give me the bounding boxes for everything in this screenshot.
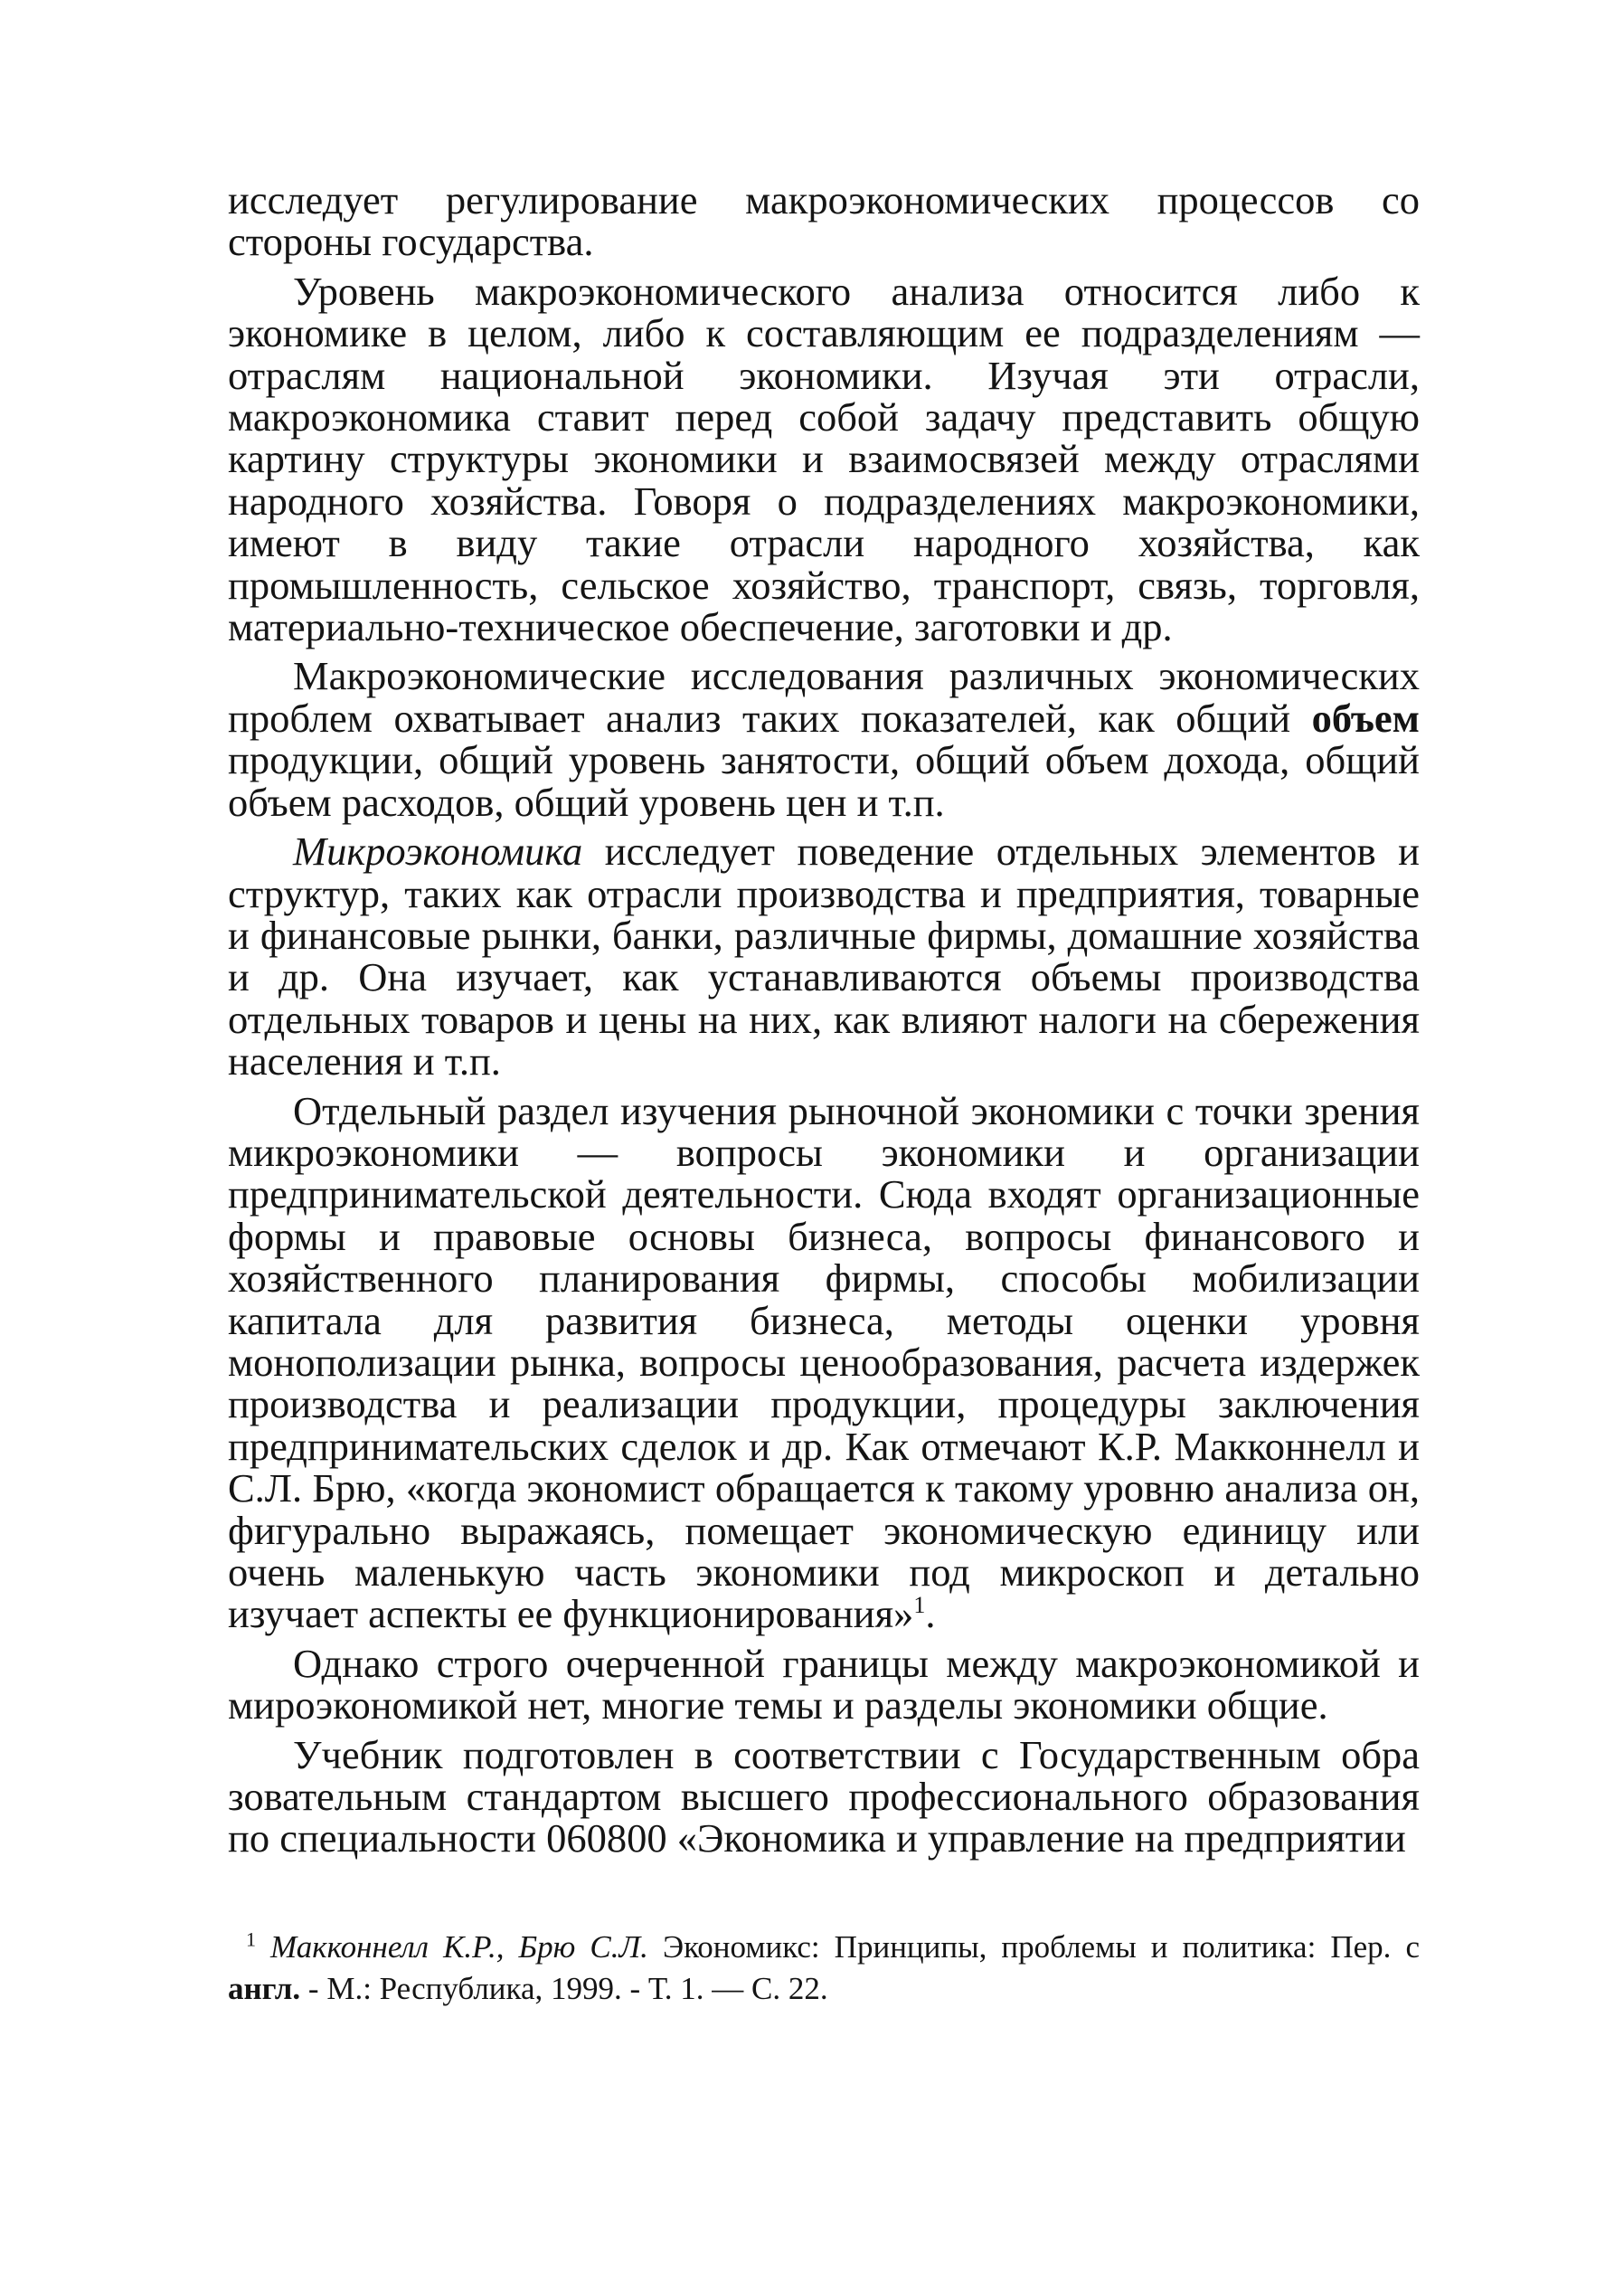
- bold-term: объем: [1311, 695, 1420, 741]
- paragraph-boundary: [228, 1640, 1420, 1728]
- paragraph-text: исследует регулирование макроэкономических процессов со стороны государства.: [228, 177, 1420, 265]
- paragraph-text: Отдельный раздел изучения рыночной экономики с точки зрения микроэкономики — вопросы экономики и организации предпринимательской деятельности. Сюда входят организационные формы и правовые основы бизнеса, вопросы финансового и хозяйственного планирования фирмы, способы мобилизации капитала для развития бизнеса, методы оценки уровня монополизации рынка, вопросы ценообразования, расчета издержек производства и реализации продукции, процедуры заключения предпринимательских сделок и др. Как отмечают К.Р. Макконнелл и С.Л. Брю, «когда экономист обращается к такому уровню анализа он, фигурально выражаясь, помещает экономическую единицу или очень маленькую часть экономики под микроскоп и детально изучает аспекты ее функционирования»: [228, 1087, 1420, 1637]
- footnote-text: Экономикс: Принципы, проблемы и политика: Пер. с: [647, 1929, 1420, 1965]
- footnote-text: - М.: Республика, 1999. - Т. 1. — С. 22.: [300, 1971, 828, 2006]
- footnote: [228, 1927, 1420, 2010]
- paragraph-textbook: [228, 1731, 1420, 1861]
- paragraph-text: Макроэкономические исследования различных экономических проблем охватывает анализ таких показателей, как общий: [228, 653, 1420, 741]
- italic-term: Микроэкономика: [293, 829, 583, 875]
- paragraph-entrepreneurship: [228, 1087, 1420, 1637]
- footnote-reference[interactable]: 1: [913, 1592, 926, 1619]
- paragraph-text: продукции, общий уровень занятости, общий объем дохода, общий объем расходов, общий уровень цен и т.п.: [228, 737, 1420, 825]
- paragraph-text: исследует поведение отдельных элементов и структур, таких как отрасли производства и предприятия, товарные и финансовые рынки, банки, различные фирмы, домашние хозяйства и др. Она изучает, как устанавливаются объемы производства отдельных товаров и цены на них, как влияют налоги на сбережения населения и т.п.: [228, 829, 1420, 1084]
- paragraph-text: Однако строго очерченной границы между макроэкономикой и мироэкономикой нет, многие темы и разделы экономики общие.: [228, 1640, 1420, 1728]
- paragraph-text: .: [925, 1591, 936, 1637]
- body-text: [228, 179, 1420, 1860]
- paragraph-text: Учебник подготовлен в соответствии с Государственным обра зовательным стандартом высшего профессионального образования по специальности 060800 «Экономика и управление на предприятии: [228, 1731, 1420, 1861]
- footnote-authors: Макконнелл К.Р., Брю С.Л.: [270, 1929, 648, 1965]
- footnote-bold-word: англ.: [228, 1971, 301, 2006]
- footnote-mark: 1: [246, 1927, 256, 1951]
- paragraph-text: Уровень макроэкономического анализа относится либо к экономике в целом, либо к составляющим ее подразделениям — отраслям национальной экономики. Изучая эти отрасли, макроэкономика ставит перед собой задачу представить общую картину структуры экономики и взаимосвязей между отраслями народного хозяйства. Говоря о подразделениях макроэкономики, имеют в виду такие отрасли народного хозяйства, как промышленность, сельское хозяйство, транспорт, связь, торговля, материально-техническое обеспечение, заготовки и др.: [228, 268, 1420, 650]
- paragraph-continuation: [228, 179, 1420, 263]
- paragraph-macro-research: [228, 655, 1420, 823]
- paragraph-microeconomics: [228, 830, 1420, 1082]
- paragraph-macro-level: [228, 270, 1420, 649]
